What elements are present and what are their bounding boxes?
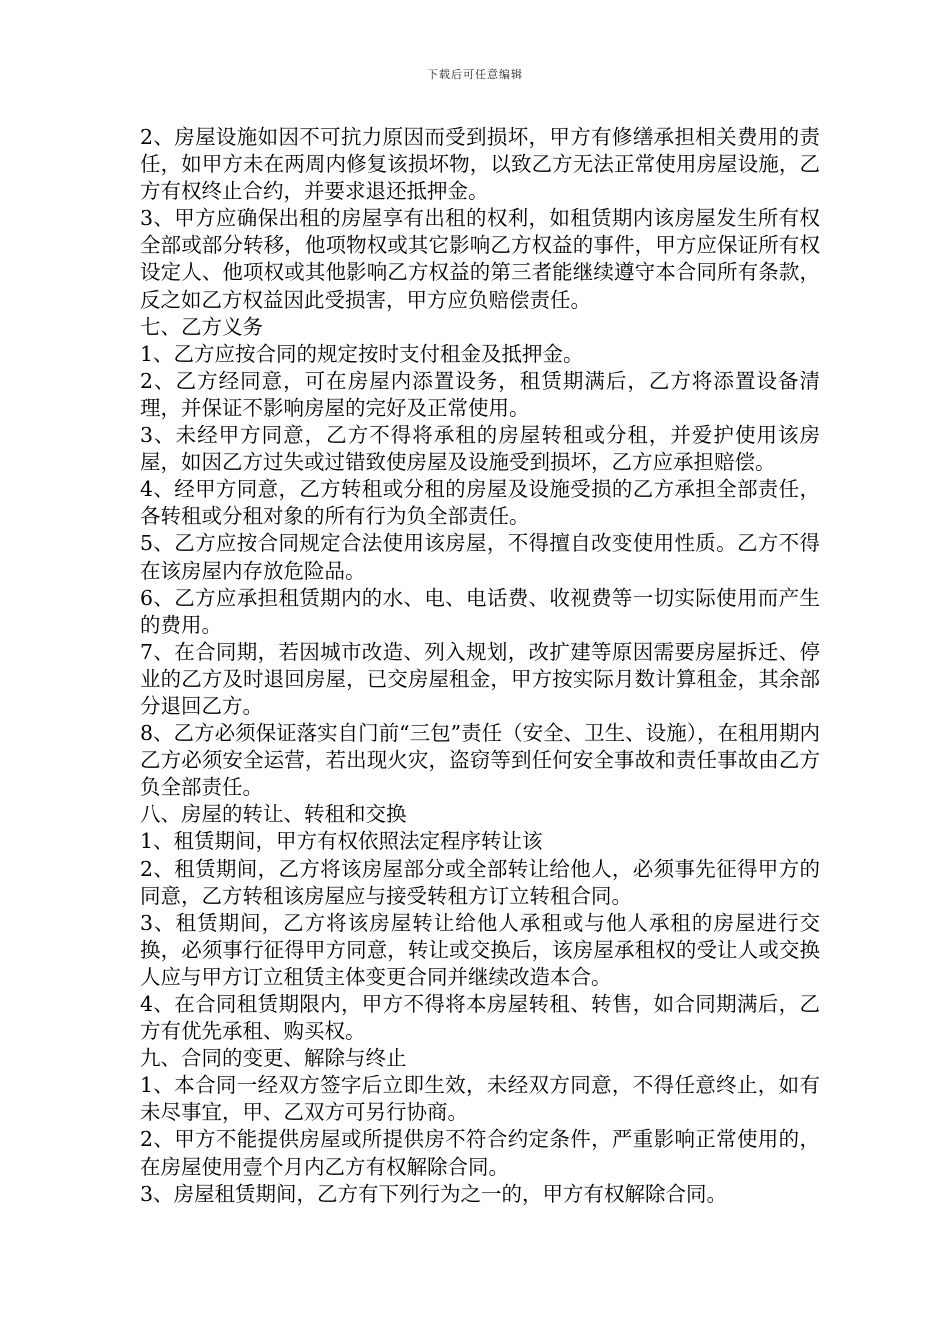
clause-9-3: 3、房屋租赁期间，乙方有下列行为之一的，甲方有权解除合同。 [140, 1181, 728, 1206]
clause-8-3: 3、租赁期间，乙方将该房屋转让给他人承租或与他人承租的房屋进行交换，必须事行征得甲方同意，转让或交换后，该房屋承租权的受让人或交换人应与甲方订立租赁主体变更合同并继续改造本合。 [140, 910, 820, 989]
clause-7-5: 5、乙方应按合同规定合法使用该房屋，不得擅自改变使用性质。乙方不得在该房屋内存放危险品。 [140, 531, 820, 583]
clause-7-6: 6、乙方应承担租赁期内的水、电、电话费、收视费等一切实际使用而产生的费用。 [140, 585, 820, 637]
page-header: 下载后可任意编辑 [427, 68, 523, 81]
clause-9-1: 1、本合同一经双方签字后立即生效，未经双方同意，不得任意终止，如有未尽事宜，甲、乙双方可另行协商。 [140, 1073, 820, 1125]
clause-7-1: 1、乙方应按合同的规定按时支付租金及抵押金。 [140, 341, 584, 366]
clause-9-2: 2、甲方不能提供房屋或所提供房不符合约定条件，严重影响正常使用的，在房屋使用壹个月内乙方有权解除合同。 [140, 1127, 820, 1179]
clause-6-3: 3、甲方应确保出租的房屋享有出租的权利，如租赁期内该房屋发生所有权全部或部分转移，他项物权或其它影响乙方权益的事件，甲方应保证所有权设定人、他项权或其他影响乙方权益的第三者能继续遵守本合同所有条款，反之如乙方权益因此受损害，甲方应负赔偿责任。 [140, 206, 820, 312]
clause-7-4: 4、经甲方同意，乙方转租或分租的房屋及设施受损的乙方承担全部责任，各转租或分租对象的所有行为负全部责任。 [140, 477, 820, 529]
clause-6-2: 2、房屋设施如因不可抗力原因而受到损坏，甲方有修缮承担相关费用的责任，如甲方未在两周内修复该损坏物，以致乙方无法正常使用房屋设施，乙方有权终止合约，并要求退还抵押金。 [140, 125, 820, 204]
clause-8-4: 4、在合同租赁期限内，甲方不得将本房屋转租、转售，如合同期满后，乙方有优先承租、购买权。 [140, 992, 820, 1044]
clause-7-7: 7、在合同期，若因城市改造、列入规划，改扩建等原因需要房屋拆迁、停业的乙方及时退回房屋，已交房屋租金，甲方按实际月数计算租金，其余部分退回乙方。 [140, 639, 820, 718]
clause-7-3: 3、未经甲方同意，乙方不得将承租的房屋转租或分租，并爱护使用该房屋，如因乙方过失或过错致使房屋及设施受到损坏，乙方应承担赔偿。 [140, 423, 820, 475]
section-heading-9: 九、合同的变更、解除与终止 [140, 1046, 407, 1071]
clause-8-1: 1、租赁期间，甲方有权依照法定程序转让该 [140, 829, 543, 854]
section-heading-7: 七、乙方义务 [140, 314, 263, 339]
clause-7-2: 2、乙方经同意，可在房屋内添置设务，租赁期满后，乙方将添置设备清理，并保证不影响房屋的完好及正常使用。 [140, 368, 820, 420]
section-heading-8: 八、房屋的转让、转租和交换 [140, 802, 407, 827]
clause-8-2: 2、租赁期间，乙方将该房屋部分或全部转让给他人，必须事先征得甲方的同意，乙方转租该房屋应与接受转租方订立转租合同。 [140, 856, 820, 908]
clause-7-8: 8、乙方必须保证落实自门前“三包”责任（安全、卫生、设施），在租用期内乙方必须安全运营，若出现火灾，盗窃等到任何安全事故和责任事故由乙方负全部责任。 [140, 721, 820, 800]
document-body [140, 124, 820, 1208]
